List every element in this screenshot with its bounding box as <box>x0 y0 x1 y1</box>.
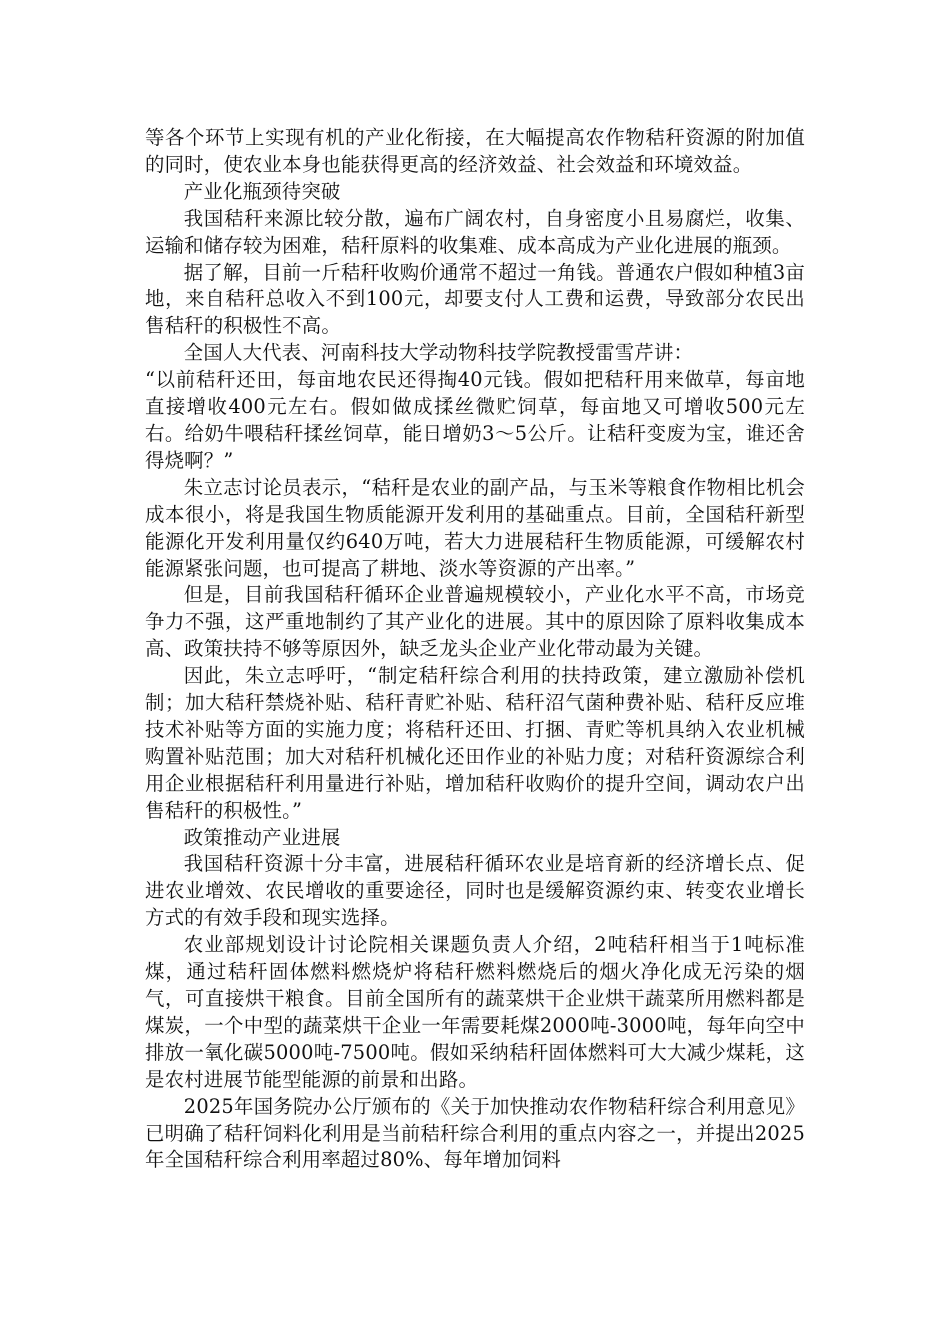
paragraph-zhu-lizhi-statement: 朱立志讨论员表示，“秸秆是农业的副产品，与玉米等粮食作物相比机会成本很小，将是我国生物质能源开发利用的基础重点。目前，全国秸秆新型能源化开发利用量仅约640万吨，若大力进展秸秆生物质能源，可缓解农村能源紧张问题，也可提高了耕地、淡水等资源的产出率。” <box>145 475 805 580</box>
paragraph-lei-xueqin-intro: 全国人大代表、河南科技大学动物科技学院教授雷雪芹讲： <box>183 341 694 365</box>
section-heading-policy: 政策推动产业进展 <box>183 825 341 849</box>
paragraph-state-council-2025: 2025年国务院办公厅颁布的《关于加快推动农作物秸秆综合利用意见》已明确了秸秆饲料化利用是当前秸秆综合利用的重点内容之一，并提出2025年全国秸秆综合利用率超过80%、每年增加饲料 <box>145 1094 805 1172</box>
article-body <box>145 125 805 1174</box>
paragraph-straw-sources: 我国秸秆来源比较分散，遍布广阔农村，自身密度小且易腐烂，收集、运输和储存较为困难，秸秆原料的收集难、成本高成为产业化进展的瓶颈。 <box>145 206 805 257</box>
paragraph-zhu-lizhi-appeal: 因此，朱立志呼吁，“制定秸秆综合利用的扶持政策，建立激励补偿机制；加大秸秆禁烧补贴、秸秆青贮补贴、秸秆沼气菌种费补贴、秸秆反应堆技术补贴等方面的实施力度；将秸秆还田、打捆、青贮等机具纳入农业机械购置补贴范围；加大对秸秆机械化还田作业的补贴力度；对秸秆资源综合利用企业根据秸秆利用量进行补贴，增加秸秆收购价的提升空间，调动农户出售秸秆的积极性。” <box>145 664 805 822</box>
paragraph-purchase-price: 据了解，目前一斤秸秆收购价通常不超过一角钱。普通农户假如种植3亩地，来自秸秆总收入不到100元，却要支付人工费和运费，导致部分农民出售秸秆的积极性不高。 <box>145 260 805 338</box>
paragraph-continuation-1: 等各个环节上实现有机的产业化衔接，在大幅提高农作物秸秆资源的附加值的同时，使农业本身也能获得更高的经济效益、社会效益和环境效益。 <box>145 126 805 176</box>
section-heading-bottleneck: 产业化瓶颈待突破 <box>183 179 341 203</box>
paragraph-lei-xueqin-quote: “以前秸秆还田，每亩地农民还得掏40元钱。假如把秸秆用来做草，每亩地直接增收400元左右。假如做成揉丝微贮饲草，每亩地又可增收500元左右。给奶牛喂秸秆揉丝饲草，能日增奶3～5公斤。让秸秆变废为宝，谁还舍得烧啊？” <box>145 368 805 472</box>
paragraph-enterprise-scale: 但是，目前我国秸秆循环企业普遍规模较小，产业化水平不高，市场竞争力不强，这严重地制约了其产业化的进展。其中的原因除了原料收集成本高、政策扶持不够等原因外，缺乏龙头企业产业化带动最为关键。 <box>145 583 805 661</box>
paragraph-ministry-planning: 农业部规划设计讨论院相关课题负责人介绍，2吨秸秆相当于1吨标准煤，通过秸秆固体燃料燃烧炉将秸秆燃料燃烧后的烟火净化成无污染的烟气，可直接烘干粮食。目前全国所有的蔬菜烘干企业烘干蔬菜所用燃料都是煤炭，一个中型的蔬菜烘干企业一年需要耗煤2000吨-3000吨，每年向空中排放一氧化碳5000吨-7500吨。假如采纳秸秆固体燃料可大大减少煤耗，这是农村进展节能型能源的前景和出路。 <box>145 933 805 1091</box>
paragraph-resources-rich: 我国秸秆资源十分丰富，进展秸秆循环农业是培育新的经济增长点、促进农业增效、农民增收的重要途径，同时也是缓解资源约束、转变农业增长方式的有效手段和现实选择。 <box>145 852 805 930</box>
